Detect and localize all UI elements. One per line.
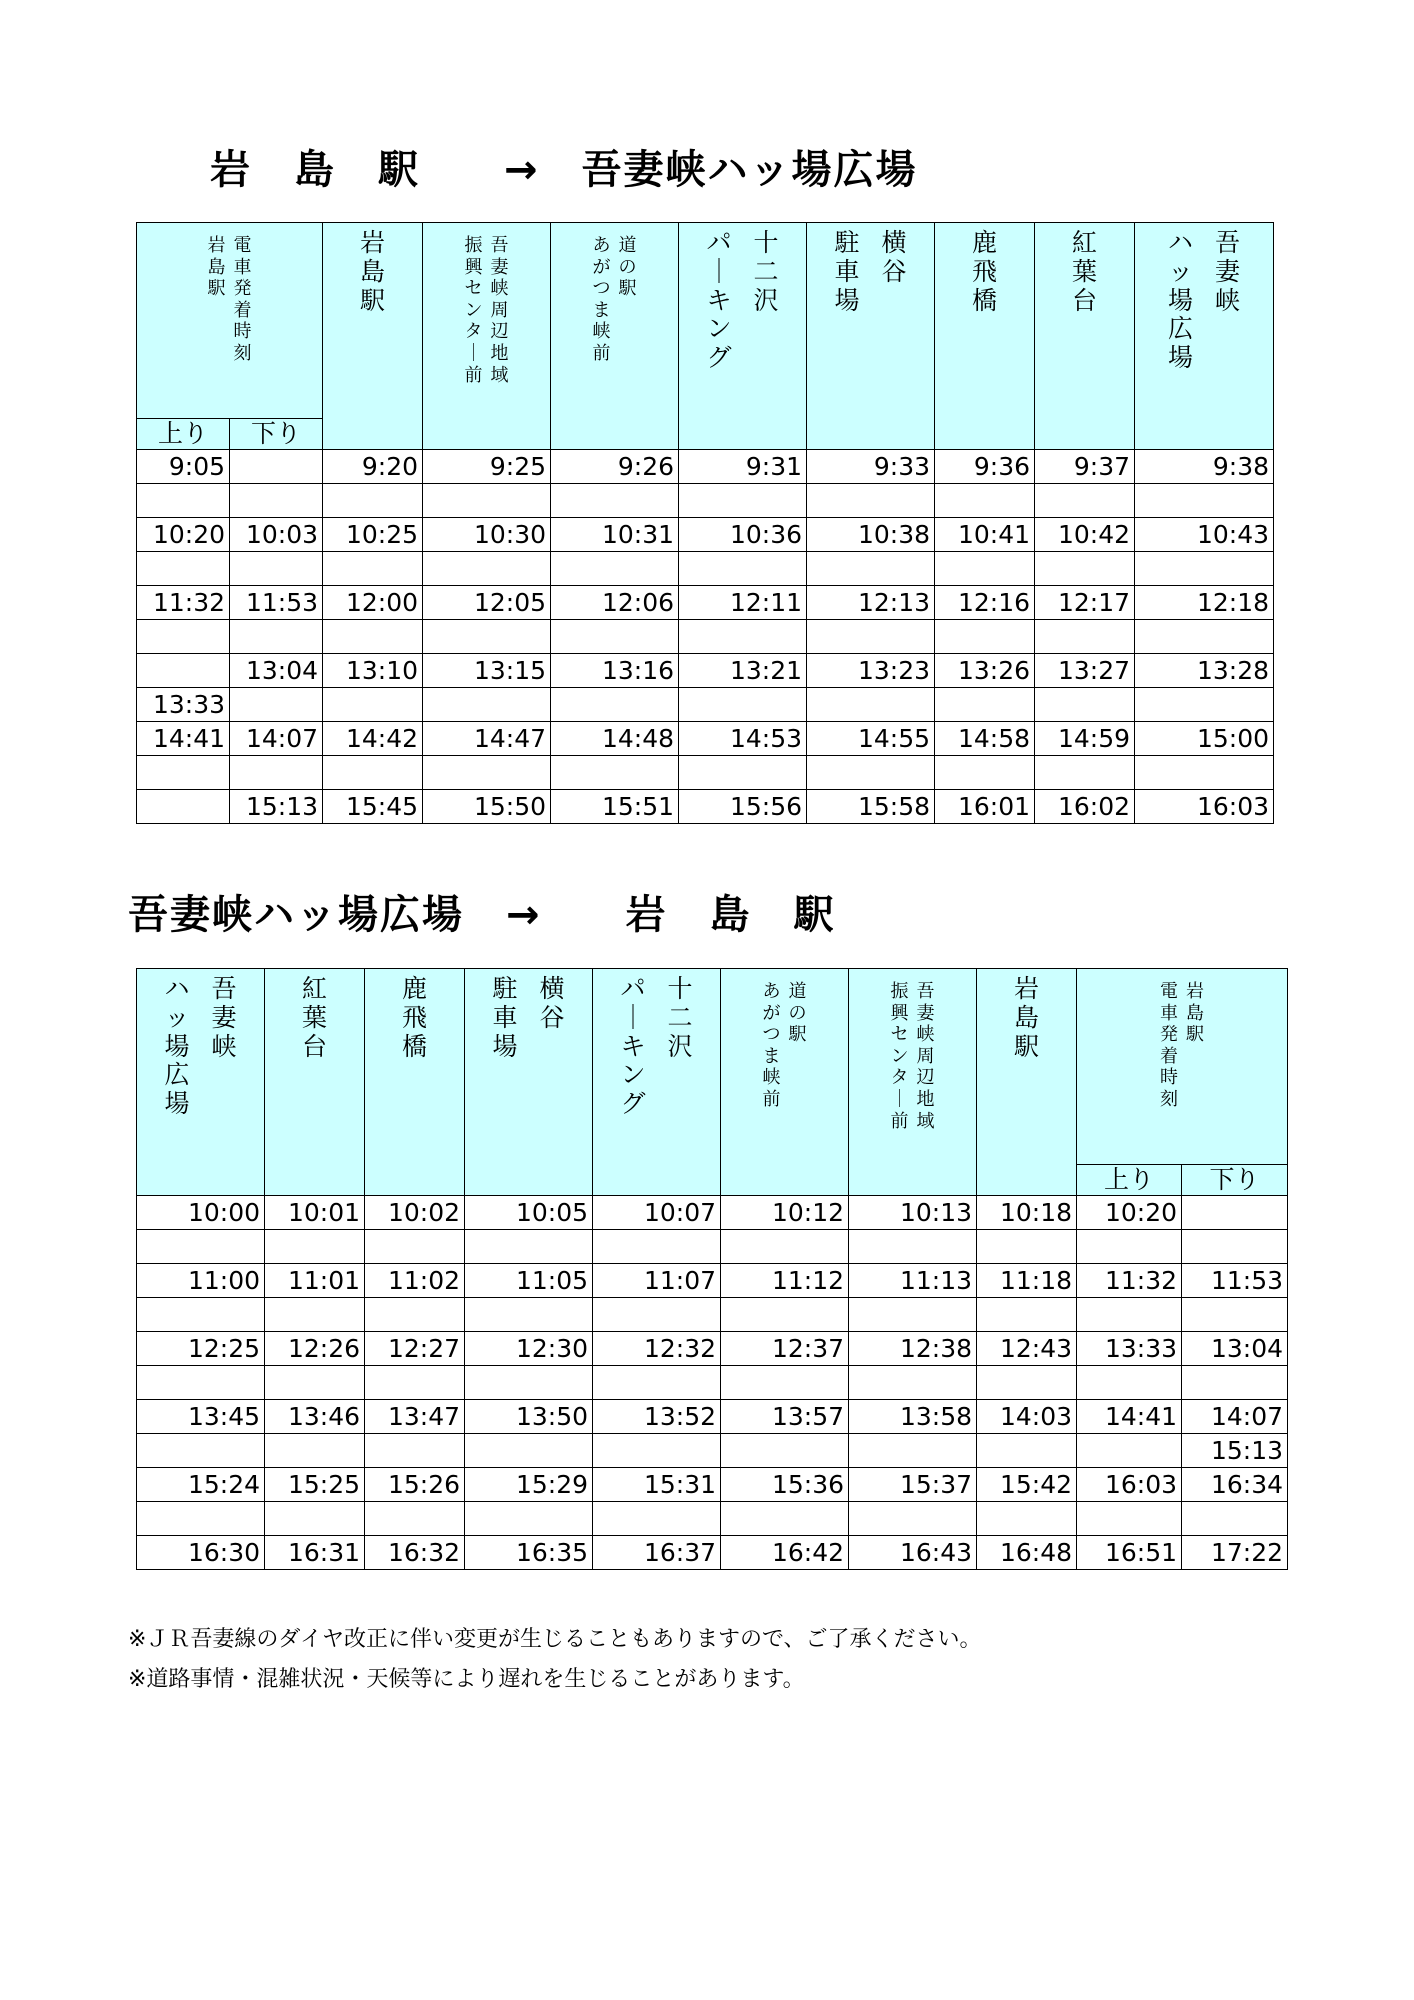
- table-row: [137, 1298, 1288, 1332]
- time-cell: [265, 1434, 365, 1468]
- time-cell: 12:18: [1135, 586, 1274, 620]
- table-row: [137, 1434, 1288, 1468]
- time-cell: 12:25: [137, 1332, 265, 1366]
- time-cell: 14:07: [1182, 1400, 1288, 1434]
- time-cell: [807, 688, 935, 722]
- time-cell: [721, 1298, 849, 1332]
- time-cell: [323, 620, 423, 654]
- time-cell: [935, 484, 1035, 518]
- note-jr-schedule-change: ※ＪＲ吾妻線のダイヤ改正に伴い変更が生じることもありますので、ご了承ください。: [128, 1627, 982, 1652]
- time-cell: [1077, 1230, 1182, 1264]
- time-cell: 10:31: [551, 518, 679, 552]
- table-row: [137, 450, 1274, 484]
- column-header: 十 二 沢 パ ｜ キ ン グ: [593, 969, 721, 1196]
- time-cell: 10:13: [849, 1196, 977, 1230]
- time-cell: 9:37: [1035, 450, 1135, 484]
- time-cell: 9:26: [551, 450, 679, 484]
- time-cell: [551, 552, 679, 586]
- time-cell: 10:25: [323, 518, 423, 552]
- time-cell: [265, 1366, 365, 1400]
- table-row: [137, 722, 1274, 756]
- time-cell: 12:37: [721, 1332, 849, 1366]
- time-cell: 16:35: [465, 1536, 593, 1570]
- table-row: [137, 1196, 1288, 1230]
- time-cell: 10:20: [137, 518, 230, 552]
- time-cell: 14:53: [679, 722, 807, 756]
- time-cell: 16:32: [365, 1536, 465, 1570]
- time-cell: [323, 552, 423, 586]
- time-cell: [849, 1230, 977, 1264]
- time-cell: 13:57: [721, 1400, 849, 1434]
- time-cell: 16:31: [265, 1536, 365, 1570]
- time-cell: [323, 688, 423, 722]
- time-cell: [1035, 620, 1135, 654]
- time-cell: [679, 552, 807, 586]
- table-row: [137, 552, 1274, 586]
- time-cell: [1035, 688, 1135, 722]
- time-cell: 12:00: [323, 586, 423, 620]
- time-cell: [230, 620, 323, 654]
- section2-title: 吾妻峡ハッ場広場 → 岩 島 駅: [128, 892, 836, 938]
- time-cell: [807, 756, 935, 790]
- table-row: [137, 790, 1274, 824]
- time-cell: 13:27: [1035, 654, 1135, 688]
- column-header: 横 谷 駐 車 場: [807, 223, 935, 450]
- table-row: [137, 1536, 1288, 1570]
- time-cell: [679, 688, 807, 722]
- time-cell: 12:06: [551, 586, 679, 620]
- time-cell: [1182, 1196, 1288, 1230]
- time-cell: [137, 756, 230, 790]
- time-cell: 10:18: [977, 1196, 1077, 1230]
- time-cell: [679, 484, 807, 518]
- time-cell: 9:36: [935, 450, 1035, 484]
- time-cell: [807, 620, 935, 654]
- time-cell: [137, 654, 230, 688]
- table-row: [137, 1332, 1288, 1366]
- time-cell: 11:53: [1182, 1264, 1288, 1298]
- time-cell: 14:47: [423, 722, 551, 756]
- time-cell: 15:51: [551, 790, 679, 824]
- time-cell: [265, 1298, 365, 1332]
- time-cell: 16:37: [593, 1536, 721, 1570]
- time-cell: [935, 688, 1035, 722]
- subheader-up: 上り: [137, 419, 230, 450]
- column-header: 十 二 沢 パ ｜ キ ン グ: [679, 223, 807, 450]
- time-cell: 16:03: [1077, 1468, 1182, 1502]
- time-cell: 12:13: [807, 586, 935, 620]
- note-traffic-delay: ※道路事情・混雑状況・天候等により遅れを生じることがあります。: [128, 1667, 805, 1692]
- time-cell: 10:00: [137, 1196, 265, 1230]
- column-header: 鹿 飛 橋: [365, 969, 465, 1196]
- time-cell: [1182, 1502, 1288, 1536]
- time-cell: [1135, 620, 1274, 654]
- time-cell: [137, 1230, 265, 1264]
- time-cell: [465, 1502, 593, 1536]
- time-cell: 17:22: [1182, 1536, 1288, 1570]
- time-cell: [1077, 1502, 1182, 1536]
- time-cell: [977, 1366, 1077, 1400]
- time-cell: 16:42: [721, 1536, 849, 1570]
- time-cell: [977, 1298, 1077, 1332]
- time-cell: [679, 620, 807, 654]
- time-cell: 15:45: [323, 790, 423, 824]
- time-cell: 15:42: [977, 1468, 1077, 1502]
- time-cell: [977, 1434, 1077, 1468]
- time-cell: 15:58: [807, 790, 935, 824]
- time-cell: 14:55: [807, 722, 935, 756]
- time-cell: [977, 1502, 1077, 1536]
- time-cell: [551, 484, 679, 518]
- time-cell: [1035, 552, 1135, 586]
- time-cell: 14:59: [1035, 722, 1135, 756]
- time-cell: [465, 1366, 593, 1400]
- time-cell: 15:50: [423, 790, 551, 824]
- table-row: [137, 1468, 1288, 1502]
- time-cell: 15:13: [230, 790, 323, 824]
- time-cell: 13:50: [465, 1400, 593, 1434]
- time-cell: [935, 620, 1035, 654]
- time-cell: [423, 756, 551, 790]
- time-cell: [977, 1230, 1077, 1264]
- time-cell: 16:48: [977, 1536, 1077, 1570]
- table-row: [137, 1502, 1288, 1536]
- time-cell: [137, 620, 230, 654]
- time-cell: 13:21: [679, 654, 807, 688]
- time-cell: 14:03: [977, 1400, 1077, 1434]
- column-header: 道 の 駅 あ が つ ま 峡 前: [551, 223, 679, 450]
- column-header: 鹿 飛 橋: [935, 223, 1035, 450]
- column-header: 紅 葉 台: [265, 969, 365, 1196]
- section1-title: 岩 島 駅 → 吾妻峡ハッ場広場: [210, 147, 918, 193]
- time-cell: [265, 1230, 365, 1264]
- time-cell: 10:01: [265, 1196, 365, 1230]
- time-cell: 14:48: [551, 722, 679, 756]
- time-cell: [137, 552, 230, 586]
- time-cell: [935, 756, 1035, 790]
- time-cell: 13:33: [1077, 1332, 1182, 1366]
- time-cell: [230, 450, 323, 484]
- time-cell: 15:29: [465, 1468, 593, 1502]
- time-cell: 13:28: [1135, 654, 1274, 688]
- time-cell: [593, 1502, 721, 1536]
- time-cell: [423, 620, 551, 654]
- time-cell: 10:03: [230, 518, 323, 552]
- column-header: 吾 妻 峡 周 辺 地 域 振 興 セ ン タ ｜ 前: [849, 969, 977, 1196]
- table-row: [137, 1230, 1288, 1264]
- time-cell: 13:52: [593, 1400, 721, 1434]
- time-cell: [849, 1366, 977, 1400]
- time-cell: 13:15: [423, 654, 551, 688]
- time-cell: [849, 1434, 977, 1468]
- time-cell: 10:36: [679, 518, 807, 552]
- time-cell: 9:05: [137, 450, 230, 484]
- time-cell: [137, 1298, 265, 1332]
- time-cell: 11:18: [977, 1264, 1077, 1298]
- time-cell: 11:07: [593, 1264, 721, 1298]
- time-cell: 10:20: [1077, 1196, 1182, 1230]
- table-row: [137, 518, 1274, 552]
- time-cell: 13:45: [137, 1400, 265, 1434]
- time-cell: [137, 1434, 265, 1468]
- time-cell: [465, 1298, 593, 1332]
- time-cell: 16:01: [935, 790, 1035, 824]
- table-row: [137, 654, 1274, 688]
- time-cell: 12:27: [365, 1332, 465, 1366]
- table-row: [137, 688, 1274, 722]
- time-cell: 12:17: [1035, 586, 1135, 620]
- time-cell: [423, 484, 551, 518]
- time-cell: 12:11: [679, 586, 807, 620]
- time-cell: 16:51: [1077, 1536, 1182, 1570]
- time-cell: 13:23: [807, 654, 935, 688]
- time-cell: [1135, 552, 1274, 586]
- time-cell: [137, 790, 230, 824]
- time-cell: 16:02: [1035, 790, 1135, 824]
- time-cell: [1035, 484, 1135, 518]
- time-cell: 16:30: [137, 1536, 265, 1570]
- time-cell: 12:38: [849, 1332, 977, 1366]
- time-cell: 13:33: [137, 688, 230, 722]
- time-cell: 12:43: [977, 1332, 1077, 1366]
- time-cell: 15:13: [1182, 1434, 1288, 1468]
- time-cell: 15:25: [265, 1468, 365, 1502]
- time-cell: [230, 756, 323, 790]
- time-cell: 11:00: [137, 1264, 265, 1298]
- time-cell: 10:38: [807, 518, 935, 552]
- time-cell: 15:00: [1135, 722, 1274, 756]
- time-cell: [593, 1434, 721, 1468]
- time-cell: [265, 1502, 365, 1536]
- time-cell: 10:43: [1135, 518, 1274, 552]
- column-header: 横 谷 駐 車 場: [465, 969, 593, 1196]
- time-cell: 11:12: [721, 1264, 849, 1298]
- subheader-up: 上り: [1077, 1165, 1182, 1196]
- time-cell: [721, 1230, 849, 1264]
- time-cell: 11:05: [465, 1264, 593, 1298]
- time-cell: 15:36: [721, 1468, 849, 1502]
- time-cell: [137, 484, 230, 518]
- time-cell: [721, 1366, 849, 1400]
- time-cell: 12:16: [935, 586, 1035, 620]
- time-cell: [807, 484, 935, 518]
- time-cell: 10:05: [465, 1196, 593, 1230]
- time-cell: [230, 688, 323, 722]
- time-cell: 16:34: [1182, 1468, 1288, 1502]
- table-row: [137, 484, 1274, 518]
- time-cell: [935, 552, 1035, 586]
- column-header: 岩 島 駅: [323, 223, 423, 450]
- table-row: [137, 756, 1274, 790]
- time-cell: [1077, 1366, 1182, 1400]
- time-cell: 10:41: [935, 518, 1035, 552]
- time-cell: 11:53: [230, 586, 323, 620]
- timetable-iwashima-to-agatsuma: [136, 222, 1274, 824]
- time-cell: 11:32: [137, 586, 230, 620]
- time-cell: [230, 484, 323, 518]
- time-cell: [1182, 1230, 1288, 1264]
- table-row: [137, 620, 1274, 654]
- time-cell: 13:04: [1182, 1332, 1288, 1366]
- time-cell: 10:02: [365, 1196, 465, 1230]
- time-cell: [849, 1502, 977, 1536]
- time-cell: [551, 756, 679, 790]
- table-row: [137, 1366, 1288, 1400]
- time-cell: [365, 1366, 465, 1400]
- time-cell: 14:07: [230, 722, 323, 756]
- time-cell: 14:42: [323, 722, 423, 756]
- time-cell: [465, 1230, 593, 1264]
- subheader-down: 下り: [230, 419, 323, 450]
- time-cell: 9:38: [1135, 450, 1274, 484]
- time-cell: 13:10: [323, 654, 423, 688]
- subheader-down: 下り: [1182, 1165, 1288, 1196]
- time-cell: 16:03: [1135, 790, 1274, 824]
- time-cell: 13:58: [849, 1400, 977, 1434]
- time-cell: 11:32: [1077, 1264, 1182, 1298]
- column-header: 吾 妻 峡 ハ ッ 場 広 場: [137, 969, 265, 1196]
- time-cell: [679, 756, 807, 790]
- time-cell: 13:26: [935, 654, 1035, 688]
- time-cell: 13:04: [230, 654, 323, 688]
- time-cell: [137, 1366, 265, 1400]
- time-cell: 11:01: [265, 1264, 365, 1298]
- time-cell: 11:02: [365, 1264, 465, 1298]
- table-row: [137, 1264, 1288, 1298]
- time-cell: [423, 552, 551, 586]
- time-cell: 12:05: [423, 586, 551, 620]
- time-cell: 13:16: [551, 654, 679, 688]
- time-cell: [1182, 1366, 1288, 1400]
- time-cell: [593, 1366, 721, 1400]
- time-cell: [1182, 1298, 1288, 1332]
- time-cell: 13:46: [265, 1400, 365, 1434]
- time-cell: [849, 1298, 977, 1332]
- time-cell: [1077, 1434, 1182, 1468]
- time-cell: [551, 688, 679, 722]
- column-header: 道 の 駅 あ が つ ま 峡 前: [721, 969, 849, 1196]
- time-cell: [721, 1502, 849, 1536]
- time-cell: [365, 1230, 465, 1264]
- column-header: 岩 島 駅: [977, 969, 1077, 1196]
- time-cell: [465, 1434, 593, 1468]
- time-cell: [323, 484, 423, 518]
- time-cell: 14:41: [1077, 1400, 1182, 1434]
- time-cell: [365, 1434, 465, 1468]
- column-header: 紅 葉 台: [1035, 223, 1135, 450]
- time-cell: [1035, 756, 1135, 790]
- time-cell: [593, 1298, 721, 1332]
- time-cell: [137, 1502, 265, 1536]
- time-cell: 15:26: [365, 1468, 465, 1502]
- time-cell: [1135, 484, 1274, 518]
- time-cell: [807, 552, 935, 586]
- time-cell: 14:41: [137, 722, 230, 756]
- column-header: 吾 妻 峡 ハ ッ 場 広 場: [1135, 223, 1274, 450]
- time-cell: 9:20: [323, 450, 423, 484]
- time-cell: [365, 1502, 465, 1536]
- time-cell: 10:42: [1035, 518, 1135, 552]
- time-cell: 15:24: [137, 1468, 265, 1502]
- time-cell: 14:58: [935, 722, 1035, 756]
- time-cell: [1077, 1298, 1182, 1332]
- time-cell: [1135, 688, 1274, 722]
- time-cell: [593, 1230, 721, 1264]
- time-cell: 9:25: [423, 450, 551, 484]
- time-cell: [1135, 756, 1274, 790]
- time-cell: 10:12: [721, 1196, 849, 1230]
- time-cell: 9:33: [807, 450, 935, 484]
- time-cell: 15:56: [679, 790, 807, 824]
- time-cell: 10:30: [423, 518, 551, 552]
- column-header: 吾 妻 峡 周 辺 地 域 振 興 セ ン タ ｜ 前: [423, 223, 551, 450]
- time-cell: 9:31: [679, 450, 807, 484]
- table-row: [137, 586, 1274, 620]
- time-cell: 16:43: [849, 1536, 977, 1570]
- time-cell: 13:47: [365, 1400, 465, 1434]
- time-cell: 12:26: [265, 1332, 365, 1366]
- column-header: 岩 島 駅 電 車 発 着 時 刻: [1077, 969, 1288, 1165]
- time-cell: [323, 756, 423, 790]
- time-cell: 15:31: [593, 1468, 721, 1502]
- time-cell: [365, 1298, 465, 1332]
- column-header: 電 車 発 着 時 刻 岩 島 駅: [137, 223, 323, 419]
- time-cell: 12:30: [465, 1332, 593, 1366]
- time-cell: [230, 552, 323, 586]
- time-cell: 15:37: [849, 1468, 977, 1502]
- timetable-agatsuma-to-iwashima: [136, 968, 1288, 1570]
- time-cell: 11:13: [849, 1264, 977, 1298]
- table-row: [137, 1400, 1288, 1434]
- time-cell: 10:07: [593, 1196, 721, 1230]
- time-cell: [423, 688, 551, 722]
- time-cell: [551, 620, 679, 654]
- time-cell: 12:32: [593, 1332, 721, 1366]
- time-cell: [721, 1434, 849, 1468]
